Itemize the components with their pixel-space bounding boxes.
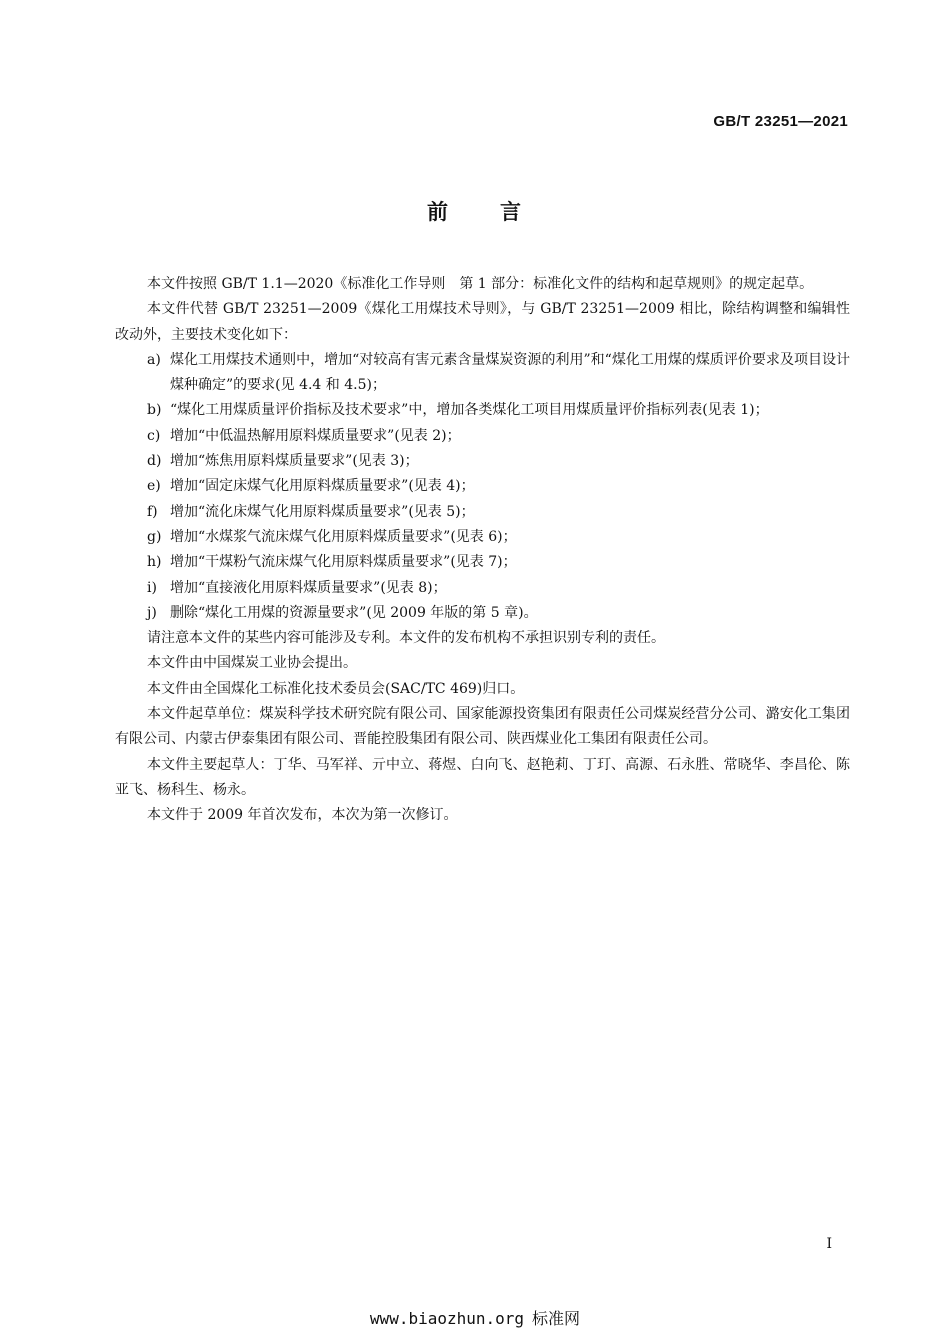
standard-code: GB/T 23251—2021 — [713, 113, 848, 130]
list-item-label: j) — [147, 604, 157, 621]
list-item-text: 增加“流化床煤气化用原料煤质量要求”(见表 5)； — [170, 503, 475, 520]
list-item-text: 增加“固定床煤气化用原料煤质量要求”(见表 4)； — [170, 478, 475, 495]
list-item-label: e) — [147, 478, 161, 495]
list-item-text: 增加“水煤浆气流床煤气化用原料煤质量要求”(见表 6)； — [170, 528, 517, 545]
list-item — [115, 500, 850, 525]
paragraph-history: 本文件于 2009 年首次发布，本次为第一次修订。 — [147, 807, 458, 824]
list-item-label: i) — [147, 579, 157, 596]
list-item-text: 煤化工用煤技术通则中，增加“对较高有害元素含量煤炭资源的利用”和“煤化工用煤的煤质评价要求及项目设计煤种确定”的要求(见 4.4 和 4.5)； — [170, 351, 850, 394]
list-item-label: b) — [147, 402, 162, 419]
list-item-text: 增加“中低温热解用原料煤质量要求”(见表 2)； — [170, 427, 461, 444]
list-item-label: g) — [147, 528, 162, 545]
foreword-body — [115, 272, 850, 829]
paragraph-drafting-units: 本文件起草单位：煤炭科学技术研究院有限公司、国家能源投资集团有限责任公司煤炭经营分公司、潞安化工集团有限公司、内蒙古伊泰集团有限公司、晋能控股集团有限公司、陕西煤业化工集团有限责任公司。 — [115, 706, 850, 748]
list-item — [115, 474, 850, 499]
list-item-text: 删除“煤化工用煤的资源量要求”(见 2009 年版的第 5 章)。 — [170, 604, 538, 621]
list-item — [115, 576, 850, 601]
list-item — [115, 348, 850, 399]
title-char-2: 言 — [500, 200, 523, 224]
paragraph-patent-notice: 请注意本文件的某些内容可能涉及专利。本文件的发布机构不承担识别专利的责任。 — [147, 630, 665, 647]
paragraph-drafters: 本文件主要起草人：丁华、马军祥、亓中立、蒋煜、白向飞、赵艳莉、丁玎、高源、石永胜、常晓华、李昌伦、陈亚飞、杨科生、杨永。 — [115, 756, 850, 798]
list-item — [115, 601, 850, 626]
paragraph-drafting-rules: 本文件按照 GB/T 1.1—2020《标准化工作导则 第 1 部分：标准化文件的结构和起草规则》的规定起草。 — [147, 276, 814, 292]
list-item-text: 增加“炼焦用原料煤质量要求”(见表 3)； — [170, 453, 419, 470]
list-item — [115, 424, 850, 449]
title-char-1: 前 — [427, 200, 450, 224]
list-item-label: f) — [147, 503, 158, 520]
footer-watermark — [0, 1306, 950, 1329]
list-item-text: 增加“直接液化用原料煤质量要求”(见表 8)； — [170, 579, 447, 596]
list-item — [115, 525, 850, 550]
footer-site-name: 标准网 — [532, 1309, 581, 1328]
list-item-label: h) — [147, 554, 162, 571]
changes-list — [115, 348, 850, 626]
list-item — [115, 398, 850, 423]
list-item — [115, 550, 850, 575]
list-item — [115, 449, 850, 474]
paragraph-proposer: 本文件由中国煤炭工业协会提出。 — [147, 655, 357, 672]
list-item-text: “煤化工用煤质量评价指标及技术要求”中，增加各类煤化工项目用煤质量评价指标列表(见表 1)； — [170, 402, 769, 419]
paragraph-committee: 本文件由全国煤化工标准化技术委员会(SAC/TC 469)归口。 — [147, 680, 525, 697]
list-item-label: a) — [147, 351, 161, 368]
paragraph-replacement: 本文件代替 GB/T 23251—2009《煤化工用煤技术导则》，与 GB/T 23251—2009 相比，除结构调整和编辑性改动外，主要技术变化如下： — [115, 301, 850, 343]
list-item-label: c) — [147, 427, 161, 444]
list-item-text: 增加“干煤粉气流床煤气化用原料煤质量要求”(见表 7)； — [170, 554, 517, 571]
page-number: I — [826, 1236, 832, 1252]
footer-url: www.biaozhun.org — [369, 1309, 525, 1328]
page-title — [0, 196, 950, 226]
list-item-label: d) — [147, 453, 162, 470]
